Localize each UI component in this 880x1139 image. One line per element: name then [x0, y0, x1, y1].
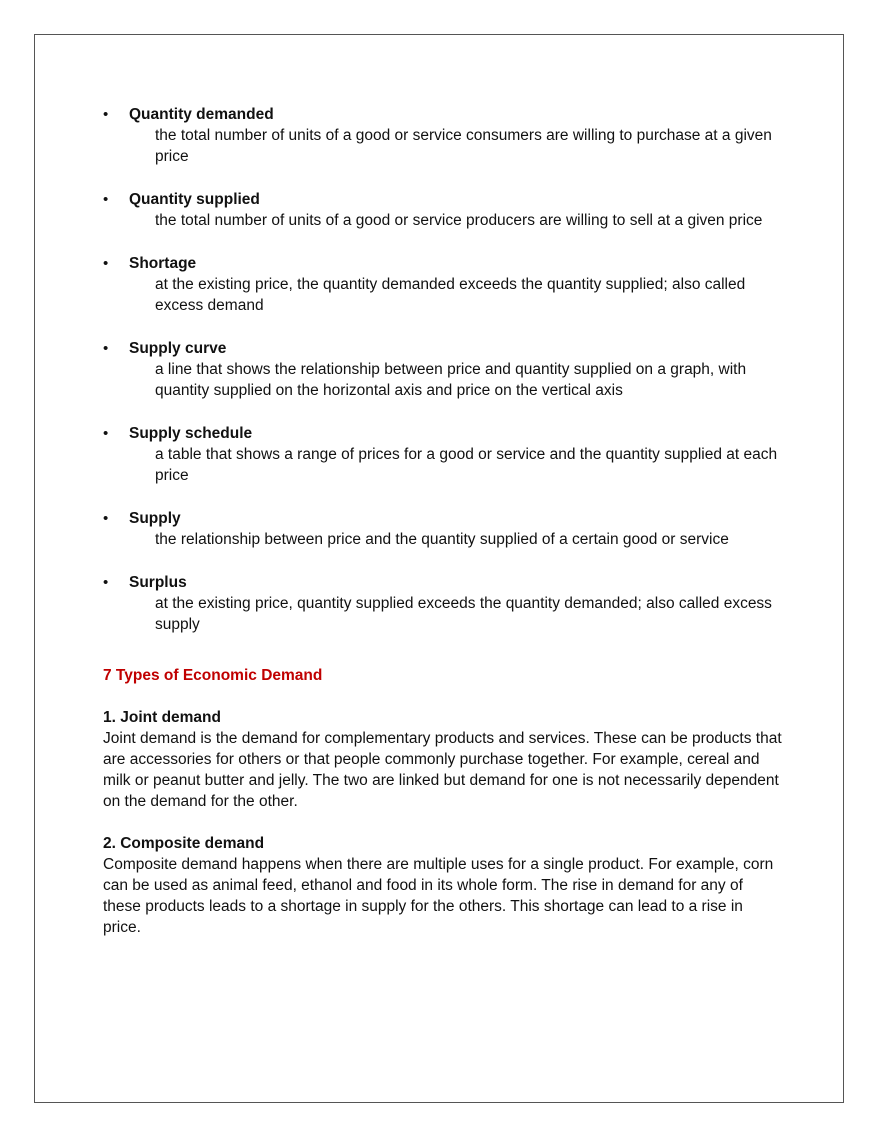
- glossary-item: [103, 189, 783, 231]
- term-definition: the total number of units of a good or service producers are willing to sell at a given price: [155, 212, 763, 229]
- term-definition: at the existing price, quantity supplied exceeds the quantity demanded; also called excess supply: [155, 595, 772, 633]
- term-definition: a table that shows a range of prices for a good or service and the quantity supplied at each price: [155, 446, 778, 484]
- document-content: [103, 104, 783, 938]
- demand-type-body: Joint demand is the demand for complementary products and services. These can be products that are accessories for others or that people commonly purchase together. For example, cereal and milk or peanut butter and jelly. The two are linked but demand for one is not necessarily dependent on the demand for the other.: [103, 730, 782, 810]
- glossary-item: [103, 104, 783, 167]
- demand-type-title: 1. Joint demand: [103, 709, 221, 726]
- term-title: Supply schedule: [129, 425, 253, 442]
- bullet-icon: •: [103, 106, 109, 123]
- term-definition: a line that shows the relationship between price and quantity supplied on a graph, with quantity supplied on the horizontal axis and price on the vertical axis: [155, 361, 747, 399]
- glossary-item: [103, 508, 783, 550]
- term-definition: the total number of units of a good or service consumers are willing to purchase at a given price: [155, 127, 772, 165]
- section-heading: 7 Types of Economic Demand: [103, 667, 323, 684]
- term-definition: at the existing price, the quantity demanded exceeds the quantity supplied; also called excess demand: [155, 276, 746, 314]
- term-title: Surplus: [129, 574, 187, 591]
- glossary-item: [103, 253, 783, 316]
- bullet-icon: •: [103, 574, 109, 591]
- glossary-item: [103, 572, 783, 635]
- term-definition: the relationship between price and the quantity supplied of a certain good or service: [155, 531, 729, 548]
- glossary-item: [103, 423, 783, 486]
- bullet-icon: •: [103, 510, 109, 527]
- demand-type-section: [103, 833, 783, 938]
- term-title: Quantity demanded: [129, 106, 274, 123]
- term-title: Supply curve: [129, 340, 227, 357]
- bullet-icon: •: [103, 191, 109, 208]
- demand-type-title: 2. Composite demand: [103, 835, 265, 852]
- demand-type-section: [103, 707, 783, 812]
- term-title: Quantity supplied: [129, 191, 260, 208]
- bullet-icon: •: [103, 425, 109, 442]
- glossary-list: [103, 104, 783, 635]
- bullet-icon: •: [103, 340, 109, 357]
- term-title: Shortage: [129, 255, 197, 272]
- glossary-item: [103, 338, 783, 401]
- bullet-icon: •: [103, 255, 109, 272]
- term-title: Supply: [129, 510, 181, 527]
- demand-type-body: Composite demand happens when there are multiple uses for a single product. For example, corn can be used as animal feed, ethanol and food in its whole form. The rise in demand for any of these products leads to a shortage in supply for the others. This shortage can lead to a rise in price.: [103, 856, 774, 936]
